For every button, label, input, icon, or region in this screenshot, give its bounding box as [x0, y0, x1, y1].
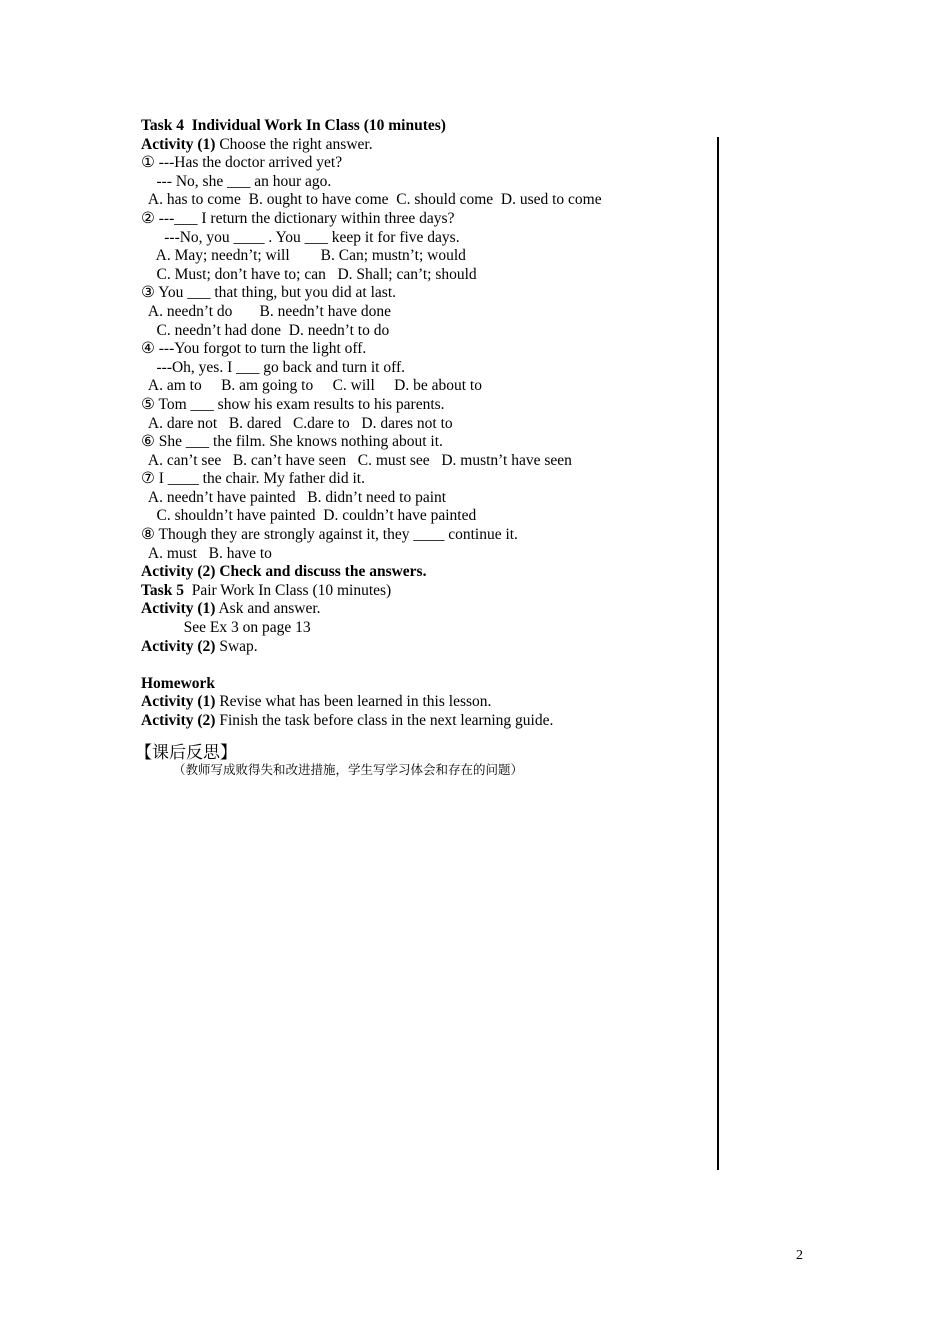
reflection-note: （教师写成败得失和改进措施，学生写学习体会和存在的问题） — [173, 762, 524, 777]
reflection-title: 【课后反思】 — [135, 742, 237, 762]
task5-activity2-text: Swap. — [215, 637, 258, 655]
task5-activity1 — [141, 600, 711, 619]
task4-activity2: Activity (2) Check and discuss the answers. — [141, 563, 427, 581]
q5-stem: ⑤ Tom ___ show his exam results to his parents. — [141, 395, 445, 413]
task4-activity1 — [141, 136, 711, 155]
homework-activity2-label: Activity (2) — [141, 712, 216, 729]
homework-activity1-label: Activity (1) — [141, 693, 216, 711]
task5-activity2-label: Activity (2) — [141, 637, 216, 655]
q4-reply: ---Oh, yes. I ___ go back and turn it off. — [141, 358, 406, 376]
q2-options-2: C. Must; don’t have to; can D. Shall; can’t; should — [141, 265, 477, 283]
homework-heading: Homework — [141, 674, 216, 692]
q2-options-1: A. May; needn’t; will B. Can; mustn’t; would — [141, 247, 466, 265]
homework-activity2-text: Finish the task before class in the next learning guide. — [215, 712, 554, 729]
task4-heading: Task 4 Individual Work In Class (10 minutes) — [141, 117, 446, 134]
task5-heading — [141, 582, 711, 601]
q7-stem: ⑦ I ____ the chair. My father did it. — [141, 470, 365, 488]
q6-options: A. can’t see B. can’t have seen C. must see D. mustn’t have seen — [141, 451, 572, 469]
task5-see-ex: See Ex 3 on page 13 — [141, 619, 311, 637]
q1-reply: --- No, she ___ an hour ago. — [141, 172, 332, 190]
q8-options: A. must B. have to — [141, 544, 272, 562]
q4-options: A. am to B. am going to C. will D. be about to — [141, 377, 482, 395]
spacer — [141, 656, 711, 675]
task5-heading-rest: Pair Work In Class (10 minutes) — [183, 581, 392, 599]
spacer — [141, 731, 711, 743]
q5-options: A. dare not B. dared C.dare to D. dares not to — [141, 414, 453, 432]
q3-options-1: A. needn’t do B. needn’t have done — [141, 302, 391, 320]
q6-stem: ⑥ She ___ the film. She knows nothing about it. — [141, 433, 443, 451]
task4-activity1-label: Activity (1) — [141, 135, 216, 153]
task5-activity2 — [141, 638, 711, 657]
q1-stem: ① ---Has the doctor arrived yet? — [141, 154, 343, 172]
homework-activity1-text: Revise what has been learned in this lesson. — [215, 693, 492, 711]
page-content — [135, 117, 711, 778]
q3-stem: ③ You ___ that thing, but you did at last. — [141, 284, 397, 302]
homework-activity2 — [141, 712, 711, 731]
margin-rule — [717, 137, 719, 1170]
q2-stem: ② ---___ I return the dictionary within three days? — [141, 209, 455, 227]
q7-options-1: A. needn’t have painted B. didn’t need to paint — [141, 488, 447, 506]
homework-activity1 — [141, 693, 711, 712]
task5-activity1-label: Activity (1) — [141, 600, 216, 618]
q1-options: A. has to come B. ought to have come C. should come D. used to come — [141, 191, 602, 209]
q8-stem: ⑧ Though they are strongly against it, they ____ continue it. — [141, 526, 518, 544]
q3-options-2: C. needn’t had done D. needn’t to do — [141, 321, 390, 339]
task4-activity1-text: Choose the right answer. — [215, 135, 373, 153]
q7-options-2: C. shouldn’t have painted D. couldn’t have painted — [141, 507, 477, 525]
page-number: 2 — [796, 1248, 803, 1263]
q2-reply: ---No, you ____ . You ___ keep it for five days. — [141, 228, 460, 246]
task5-activity1-text: Ask and answer. — [215, 600, 321, 618]
task5-heading-bold: Task 5 — [141, 581, 184, 599]
q4-stem: ④ ---You forgot to turn the light off. — [141, 340, 367, 358]
